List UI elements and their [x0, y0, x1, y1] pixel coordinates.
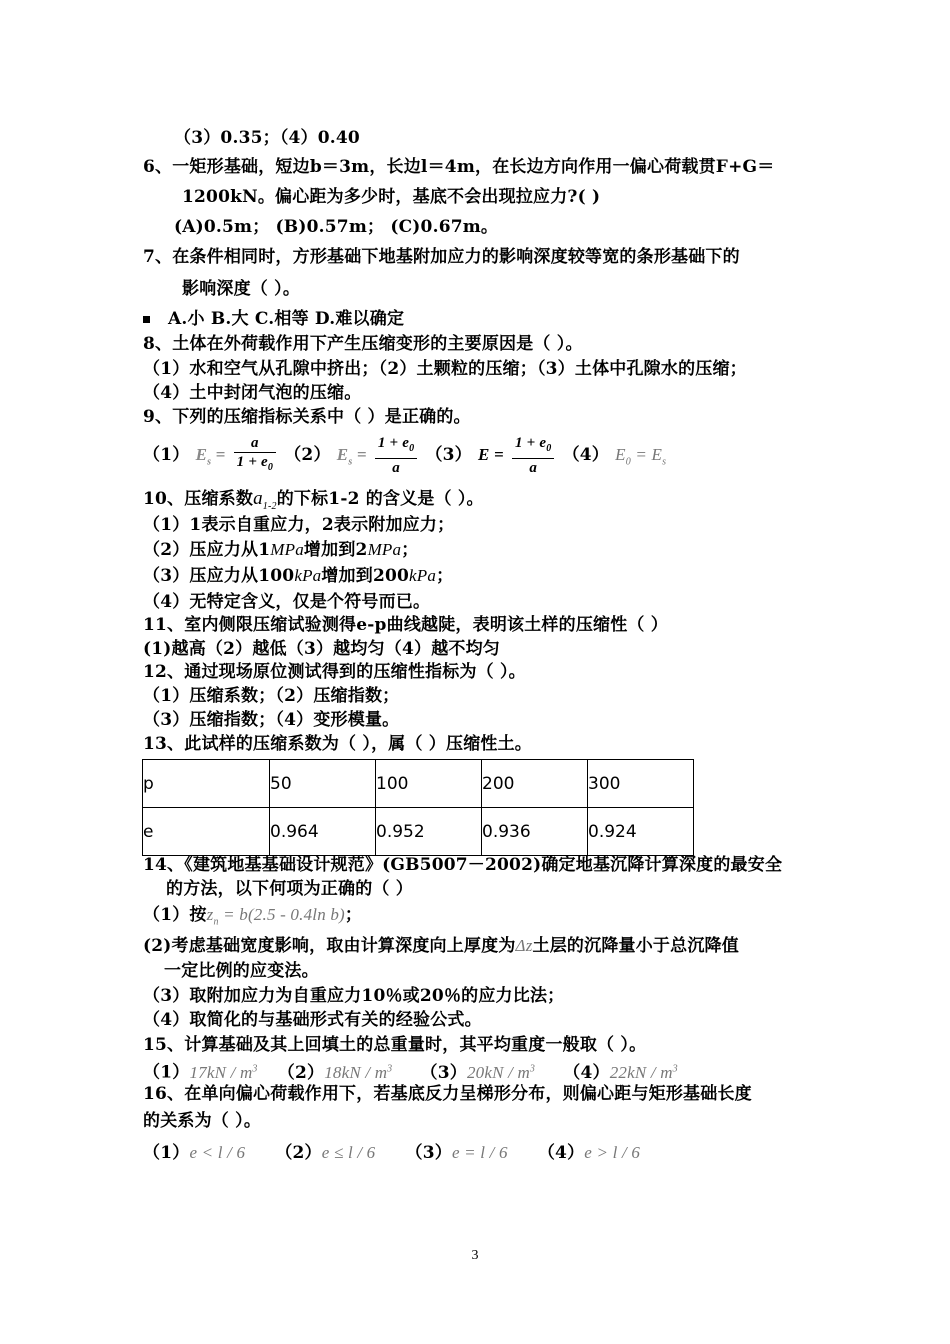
q10-pre: 10、压缩系数: [143, 489, 254, 509]
q10c-unit1: MPa: [270, 540, 304, 559]
question-6-line-2: 1200kN。偏心距为多少时，基底不会出现拉应力?( ): [182, 187, 601, 207]
q14c-zsub: n: [213, 916, 219, 928]
q9-o1-den-text: 1 + e: [236, 454, 268, 470]
q15-opt1-value: [189, 1063, 257, 1082]
q9-o1-den: [234, 453, 276, 477]
table-cell: e: [143, 808, 270, 856]
question-10-option-4: （4）无特定含义，仅是个符号而已。: [143, 592, 431, 612]
q9-o3-num-sub: 0: [546, 443, 552, 454]
table-cell: 0.936: [482, 808, 588, 856]
q10c-mid: 增加到2: [303, 540, 368, 560]
q9-o3-den: a: [529, 460, 538, 476]
q9-option-1-label: （1）: [143, 445, 190, 465]
table-cell: 0.924: [588, 808, 694, 856]
question-9-line-1: 9、下列的压缩指标关系中（ ）是正确的。: [143, 407, 471, 427]
q10c-unit2: MPa: [367, 540, 402, 559]
q15-opt4-label: （4）: [563, 1062, 610, 1083]
q9-o1-E: E: [195, 445, 208, 464]
q15-opt4-exp: 3: [672, 1063, 678, 1074]
q9-option-4-label: （4）: [562, 445, 609, 465]
q14c-post: ；: [344, 905, 363, 925]
q9-o3-num-text: 1 + e: [515, 435, 547, 451]
q15-opt4-text: 22kN / m: [609, 1062, 673, 1082]
q15-opt2-value: [324, 1063, 392, 1082]
question-16-line-2: 的关系为（ ）。: [143, 1111, 262, 1131]
q15-opt1-label: （1）: [143, 1062, 190, 1083]
question-10-option-2: [143, 539, 418, 561]
q10d-pre: （3）压应力从100: [143, 566, 295, 586]
q10-a-sub: 1-2: [262, 500, 277, 512]
q9-option-1-fraction: [234, 434, 276, 477]
question-8-line-3: （4）土中封闭气泡的压缩。: [143, 383, 362, 403]
question-7-line-2: 影响深度（ ）。: [182, 279, 301, 299]
q10d-post: ；: [436, 566, 454, 586]
question-12-option-2: （3）压缩指数；（4）变形模量。: [143, 710, 400, 730]
q10-a: a: [253, 488, 263, 509]
q15-opt3-exp: 3: [529, 1063, 536, 1074]
q16-opt4-label: （4）: [537, 1143, 585, 1163]
q10-post: 的下标1-2 的含义是（ ）。: [276, 489, 484, 509]
q9-o4-rhs: = E: [630, 445, 663, 464]
q9-option-2-lhs: $E_s$ =: [336, 445, 367, 468]
q16-opt3-value: e = l / 6: [451, 1143, 508, 1162]
q9-option-1-lhs: $E_s$ =: [195, 445, 226, 468]
question-10-option-3: [143, 565, 453, 587]
table-cell: 100: [376, 760, 482, 808]
table-row: [143, 808, 694, 856]
q9-o1-num: a: [234, 434, 276, 453]
q14d-pre: (2)考虑基础宽度影响，取由计算深度向上厚度为: [143, 936, 516, 956]
q14c-z: z: [206, 905, 214, 924]
q10c-pre: （2）压应力从1: [143, 540, 271, 560]
q9-o4-sub0: 0: [625, 456, 631, 468]
q15-opt3-value: [467, 1063, 535, 1082]
q9-o1-sub: s: [207, 456, 212, 468]
question-13-line-1: 13、此试样的压缩系数为（ ），属（ ）压缩性土。: [143, 734, 532, 754]
q15-opt4-value: [610, 1063, 678, 1082]
q9-option-2-fraction: [375, 434, 417, 477]
q14d-post: 土层的沉降量小于总沉降值: [532, 936, 739, 956]
compression-test-table: [142, 759, 694, 856]
q15-opt1-text: 17kN / m: [189, 1062, 253, 1082]
question-12-option-1: （1）压缩系数；（2）压缩指数；: [143, 686, 400, 706]
q16-opt1-label: （1）: [143, 1143, 190, 1163]
q9-o3-E: E: [478, 445, 490, 464]
table-cell: p: [143, 760, 270, 808]
question-7-options: [143, 308, 404, 330]
q15-opt3-label: （3）: [420, 1062, 467, 1083]
q14c-formula: [206, 905, 345, 928]
question-14-line-2: 的方法，以下何项为正确的（ ）: [166, 879, 413, 899]
question-15-options: [143, 1058, 678, 1084]
question-14-line-1: 14、《建筑地基基础设计规范》(GB5007－2002)确定地基沉降计算深度的最安全: [143, 855, 783, 875]
bullet-icon: [143, 316, 150, 323]
question-6-line-1: 6、一矩形基础，短边b＝3m，长边l＝4m，在长边方向作用一偏心荷载贯F+G＝: [143, 157, 775, 177]
question-16-options: [143, 1142, 640, 1164]
question-14-option-3: （3）取附加应力为自重应力10％或20％的应力比法；: [143, 986, 565, 1006]
q9-o4-E: E: [615, 445, 626, 464]
q9-option-4-expr: [615, 445, 667, 468]
q15-opt3-text: 20kN / m: [466, 1062, 530, 1082]
question-6-options: (A)0.5m； (B)0.57m； (C)0.67m。: [174, 217, 499, 237]
table-cell: 0.964: [270, 808, 376, 856]
question-14-option-1: [143, 904, 362, 933]
page-number: 3: [471, 1248, 479, 1263]
q14c-pre: （1）按: [143, 905, 207, 925]
q16-opt2-label: （2）: [275, 1143, 322, 1163]
q10d-unit2: kPa: [409, 566, 437, 585]
q9-o2-den: a: [392, 460, 400, 476]
q9-option-3-fraction: [512, 434, 554, 477]
q9-o2-num-sub: 0: [409, 443, 415, 454]
table-cell: 0.952: [376, 808, 482, 856]
line-q5-options: （3）0.35；（4）0.40: [174, 128, 360, 148]
question-11-options: (1)越高（2）越低（3）越均匀（4）越不均匀: [143, 639, 501, 659]
question-12-line-1: 12、通过现场原位测试得到的压缩性指标为（ ）。: [143, 662, 526, 682]
q9-option-3-label: （3）: [425, 445, 472, 465]
question-8-line-2: （1）水和空气从孔隙中挤出；（2）土颗粒的压缩；（3）土体中孔隙水的压缩；: [143, 359, 747, 379]
table-cell: 50: [270, 760, 376, 808]
q9-o4-subs: s: [662, 456, 667, 468]
question-11-line-1: 11、室内侧限压缩试验测得e-p曲线越陡，表明该土样的压缩性（ ）: [143, 615, 668, 635]
q15-opt2-text: 18kN / m: [324, 1062, 388, 1082]
q9-o2-E: E: [336, 445, 349, 464]
q15-opt2-exp: 3: [387, 1063, 393, 1074]
q9-o3-num: [512, 434, 554, 459]
table-row: [143, 760, 694, 808]
table-cell: 200: [482, 760, 588, 808]
table-cell: 300: [588, 760, 694, 808]
q10d-unit1: kPa: [294, 566, 322, 585]
q9-o2-sub: s: [348, 456, 353, 468]
question-16-line-1: 16、在单向偏心荷载作用下，若基底反力呈梯形分布，则偏心距与矩形基础长度: [143, 1084, 752, 1104]
q9-o2-num: [375, 434, 417, 459]
q16-opt2-value: e ≤ l / 6: [321, 1143, 376, 1162]
question-14-option-2: [143, 935, 739, 957]
question-8-line-1: 8、土体在外荷载作用下产生压缩变形的主要原因是（ ）。: [143, 334, 583, 354]
question-9-options: [143, 434, 666, 483]
question-14-option-2-cont: 一定比例的应变法。: [164, 961, 319, 981]
question-7-line-1: 7、在条件相同时，方形基础下地基附加应力的影响深度较等宽的条形基础下的: [143, 247, 740, 267]
q9-option-2-label: （2）: [284, 445, 331, 465]
q9-option-3-lhs: E =: [478, 445, 504, 464]
q10-a-symbol: [253, 488, 277, 512]
question-14-option-4: （4）取简化的与基础形式有关的经验公式。: [143, 1010, 482, 1030]
q16-opt4-value: e > l / 6: [584, 1143, 641, 1162]
q10c-post: ；: [401, 540, 419, 560]
q14c-rhs: = b(2.5 - 0.4ln b): [218, 905, 345, 924]
q16-opt3-label: （3）: [405, 1143, 452, 1163]
q16-opt1-value: e < l / 6: [189, 1143, 246, 1162]
q9-o2-num-text: 1 + e: [377, 435, 410, 451]
q9-o1-den-sub: 0: [267, 462, 274, 473]
q15-opt2-label: （2）: [277, 1062, 325, 1083]
question-10-option-1: （1）1表示自重应力，2表示附加应力；: [143, 515, 455, 535]
q14d-dz: Δz: [515, 936, 533, 955]
q15-opt1-exp: 3: [252, 1063, 258, 1074]
question-7-options-text: A.小 B.大 C.相等 D.难以确定: [168, 309, 405, 329]
question-15-line-1: 15、计算基础及其上回填土的总重量时，其平均重度一般取（ ）。: [143, 1035, 647, 1055]
q10d-mid: 增加到200: [321, 566, 410, 586]
